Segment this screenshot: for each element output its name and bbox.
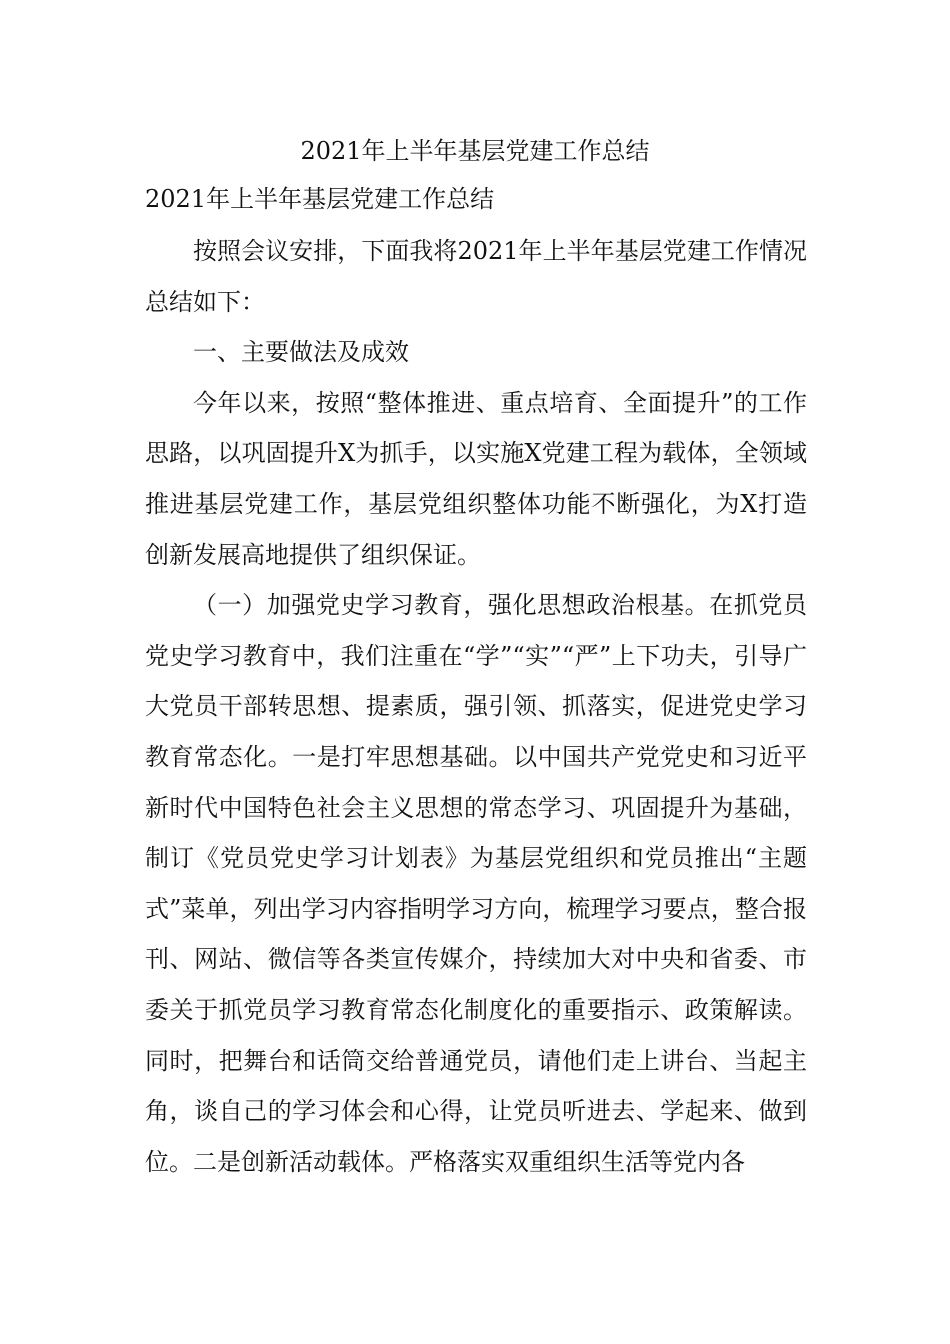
document-title: 2021年上半年基层党建工作总结 bbox=[300, 137, 650, 165]
paragraph-party-history: （一）加强党史学习教育，强化思想政治根基。在抓党员党史学习教育中，我们注重在“学”“实”“严”上下功夫，引导广大党员干部转思想、提素质，强引领、抓落实，促进党史学习教育常态化。一是打牢思想基础。以中国共产党党史和习近平新时代中国特色社会主义思想的常态学习、巩固提升为基础，制订《党员党史学习计划表》为基层党组织和党员推出“主题式”菜单，列出学习内容指明学习方向，梳理学习要点，整合报刊、网站、微信等各类宣传媒介，持续加大对中央和省委、市委关于抓党员学习教育常态化制度化的重要指示、政策解读。同时，把舞台和话筒交给普通党员，请他们走上讲台、当起主角，谈自己的学习体会和心得，让党员听进去、学起来、做到位。二是创新活动载体。严格落实双重组织生活等党内各 bbox=[145, 591, 807, 1176]
section-heading: 一、主要做法及成效 bbox=[193, 338, 409, 367]
paragraph-intro: 按照会议安排，下面我将2021年上半年基层党建工作情况总结如下： bbox=[145, 237, 807, 316]
document-body bbox=[145, 226, 807, 1187]
paragraph-overview: 今年以来，按照“整体推进、重点培育、全面提升”的工作思路，以巩固提升X为抓手，以实施X党建工程为载体，全领域推进基层党建工作，基层党组织整体功能不断强化，为X打造创新发展高地提供了组织保证。 bbox=[145, 388, 807, 569]
document-subtitle: 2021年上半年基层党建工作总结 bbox=[145, 185, 495, 213]
